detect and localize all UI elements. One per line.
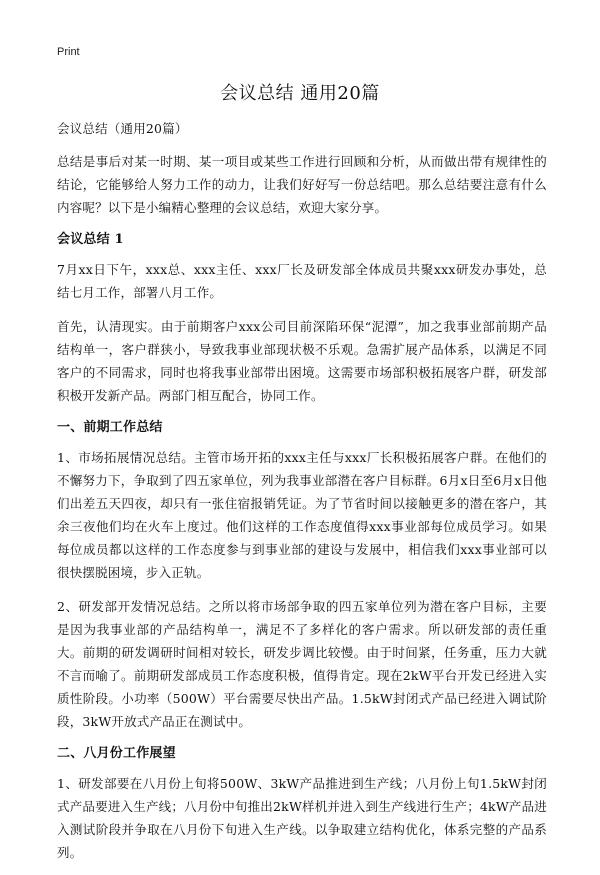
document-subtitle: 会议总结（通用20篇） <box>57 121 188 136</box>
section-heading-1: 会议总结 1 <box>57 232 124 247</box>
intro-paragraph: 总结是事后对某一时期、某一项目或某些工作进行回顾和分析，从而做出带有规律性的结论，它能够给人努力工作的动力，让我们好好写一份总结吧。那么总结要注意有什么内容呢？以下是小编精心整理的会议总结，欢迎大家分享。 <box>57 154 547 215</box>
paragraph-5: 1、研发部要在八月份上旬将500W、3kW产品推进到生产线；八月份上旬1.5kW封闭式产品要进入生产线；八月份中旬推出2kW样机并进入到生产线进行生产；4kW产品进入测试阶段并争取在八月份下旬进入生产线。以争取建立结构优化，体系完整的产品系列。 <box>57 776 547 860</box>
heading-august-outlook: 二、八月份工作展望 <box>57 746 176 761</box>
paragraph-2: 首先，认清现实。由于前期客户xxx公司目前深陷环保“泥潭”，加之我事业部前期产品结构单一，客户群狭小，导致我事业部现状极不乐观。急需扩展产品体系，以满足不同客户的不同需求，同时也将我事业部带出困境。这需要市场部积极拓展客户群，研发部积极开发新产品。两部门相互配合，协同工作。 <box>57 319 547 403</box>
paragraph-4: 2、研发部开发情况总结。之所以将市场部争取的四五家单位列为潜在客户目标，主要是因为我事业部的产品结构单一，满足不了多样化的客户需求。所以研发部的责任重大。前期的研发调研时间相对较长，研发步调比较慢。由于时间紧，任务重，压力大就不言而喻了。前期研发部成员工作态度积极，值得肯定。现在2kW平台开发已经进入实质性阶段。小功率（500W）平台需要尽快出产品。1.5kW封闭式产品已经进入调试阶段，3kW开放式产品正在测试中。 <box>57 599 547 729</box>
document-body <box>57 117 547 875</box>
print-link[interactable]: Print <box>57 46 80 58</box>
paragraph-3: 1、市场拓展情况总结。主管市场开拓的xxx主任与xxx厂长积极拓展客户群。在他们的不懈努力下，争取到了四五家单位，列为我事业部潜在客户目标群。6月x日至6月x日他们出差五天四夜，却只有一张住宿报销凭证。为了节省时间以接触更多的潜在客户，其余三夜他们均在火车上度过。他们这样的工作态度值得xxx事业部每位成员学习。如果每位成员都以这样的工作态度参与到事业部的建设与发展中，相信我们xxx事业部可以很快摆脱困境，步入正轨。 <box>57 450 547 580</box>
paragraph-1: 7月xx日下午，xxx总、xxx主任、xxx厂长及研发部全体成员共聚xxx研发办事处，总结七月工作，部署八月工作。 <box>57 262 547 300</box>
document-title: 会议总结 通用20篇 <box>220 83 380 104</box>
heading-previous-work: 一、前期工作总结 <box>57 420 163 435</box>
